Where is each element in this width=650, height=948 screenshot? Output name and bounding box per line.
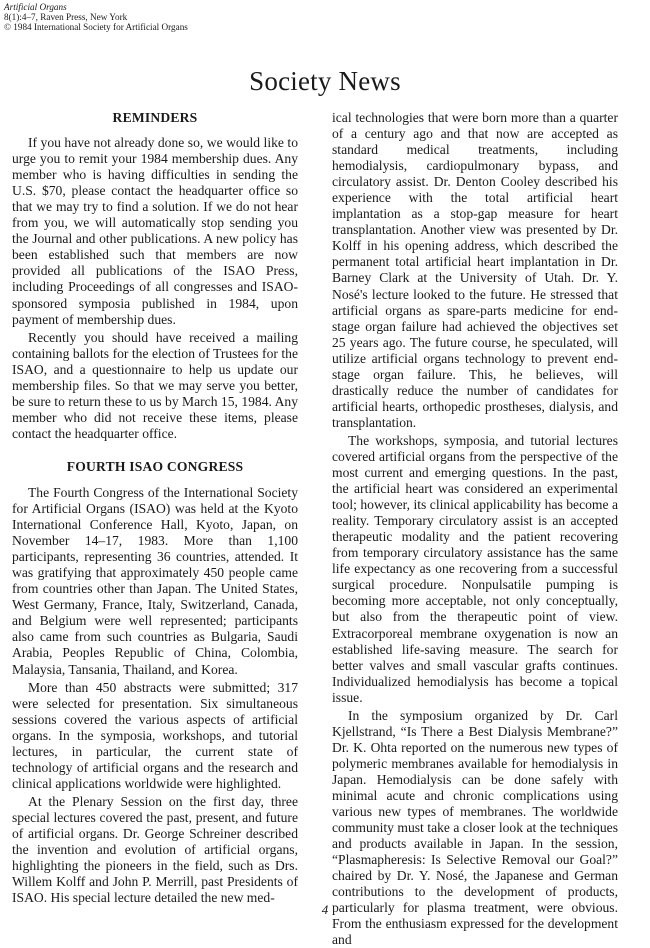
journal-name: Artificial Organs — [4, 2, 67, 12]
citation: 8(1):4–7, Raven Press, New York — [4, 12, 128, 22]
congress-heading: FOURTH ISAO CONGRESS — [66, 458, 244, 474]
page-title: Society News — [249, 66, 401, 96]
page-number: 4 — [321, 902, 329, 917]
congress-paragraph-1: The Fourth Congress of the International Society for Artificial Organs (ISAO) was held at the Kyoto International Conference Hall, Kyoto, Japan, on November 14–17, 1983. More than 1,100 participants, representing 36 countries, attended. It was gratifying that approximately 450 people came from countries other than Japan. The United States, West Germany, France, Italy, Switzerland, Canada, and Belgium were well represented; participants also came from such countries as Bulgaria, Saudi Arabia, Peoples Republic of China, Colombia, Malaysia, Tansania, Thailand, and Korea. — [12, 484, 298, 677]
left-column — [12, 110, 298, 906]
congress-paragraph-5: In the symposium organized by Dr. Carl Kjellstrand, “Is There a Best Dialysis Membrane?” Dr. K. Ohta reported on the numerous new types of polymeric membranes available for hemodialysis in Japan. Hemodialysis can be done safely with minimal acute and chronic complications using various new types of membranes. The worldwide community must take a closer look at the techniques and products available in Japan. In the session, “Plasmapheresis: Is Selective Removal our Goal?” chaired by Dr. Y. Nosé, the Japanese and German contributions to the development of products, particularly for plasma treatment, were obvious. From the enthusiasm expressed for the development and — [332, 707, 618, 948]
reminders-paragraph-1: If you have not already done so, we would like to urge you to remit your 1984 membership dues. Any member who is having difficulties in sending the U.S. $70, please contact the headquarter office so that we may try to find a solution. If we do not hear from you, we will automatically stop sending you the Journal and other publications. A new policy has been established such that members are now provided all publications of the ISAO Press, including Proceedings of all congresses and ISAO-sponsored symposia published in 1984, upon payment of membership dues. — [12, 135, 298, 327]
reminders-paragraph-2: Recently you should have received a mailing containing ballots for the election of Trustees for the ISAO, and a questionnaire to help us update our membership files. So that we may serve you better, be sure to return these to us by March 15, 1984. Any member who did not receive these items, please contact the headquarter office. — [12, 329, 298, 441]
congress-paragraph-3: At the Plenary Session on the first day, three special lectures covered the past, present, and future of artificial organs. Dr. George Schreiner described the invention and evolution of artificial organs, highlighting the pioneers in the field, such as Drs. Willem Kolff and John P. Merrill, past Presidents of ISAO. His special lecture detailed the new med- — [12, 793, 298, 906]
right-column — [332, 110, 618, 948]
congress-paragraph-4: The workshops, symposia, and tutorial lectures covered artificial organs from the perspective of the most current and emerging questions. In the past, the artificial heart was considered an experimental tool; however, its clinical applicability has become a reality. Temporary circulatory assist is an accepted therapeutic modality and the patient recovering from temporary circulatory assistance has the same life expectancy as one recovering from a successful surgical procedure. Nonpulsatile pumping is becoming more acceptable, not only conceptually, but also from the therapeutic point of view. Extracorporeal membrane oxygenation is now an established life-saving measure. The search for better valves and small vascular grafts continues. Individualized hemodialysis has become a topical issue. — [332, 432, 618, 705]
running-header — [4, 2, 188, 32]
reminders-heading: REMINDERS — [112, 110, 198, 125]
copyright: © 1984 International Society for Artificial Organs — [4, 22, 188, 32]
congress-paragraph-3-continued: ical technologies that were born more than a quarter of a century ago and that now are accepted as standard medical treatments, including hemodialysis, cardiopulmonary bypass, and circulatory assist. Dr. Denton Cooley described his experience with the total artificial heart implantation as a stop-gap measure for heart transplantation. Another view was presented by Dr. Kolff in his opening address, which described the permanent total artificial heart implantation in Dr. Barney Clark at the University of Utah. Dr. Y. Nosé's lecture looked to the future. He stressed that artificial organs as spare-parts medicine for end-stage organ failure had achieved the objectives set 25 years ago. The future course, he speculated, will utilize artificial organs technology to prevent end-stage organ failure. This, he believes, will drastically reduce the number of candidates for artificial hearts, orthopedic prostheses, dialysis, and transplantation. — [332, 110, 618, 430]
congress-paragraph-2: More than 450 abstracts were submitted; 317 were selected for presentation. Six simultaneous sessions covered the various aspects of artificial organs. In the symposia, workshops, and tutorial lectures, in particular, the current state of technology of artificial organs and the research and clinical applications worldwide were highlighted. — [12, 679, 298, 791]
